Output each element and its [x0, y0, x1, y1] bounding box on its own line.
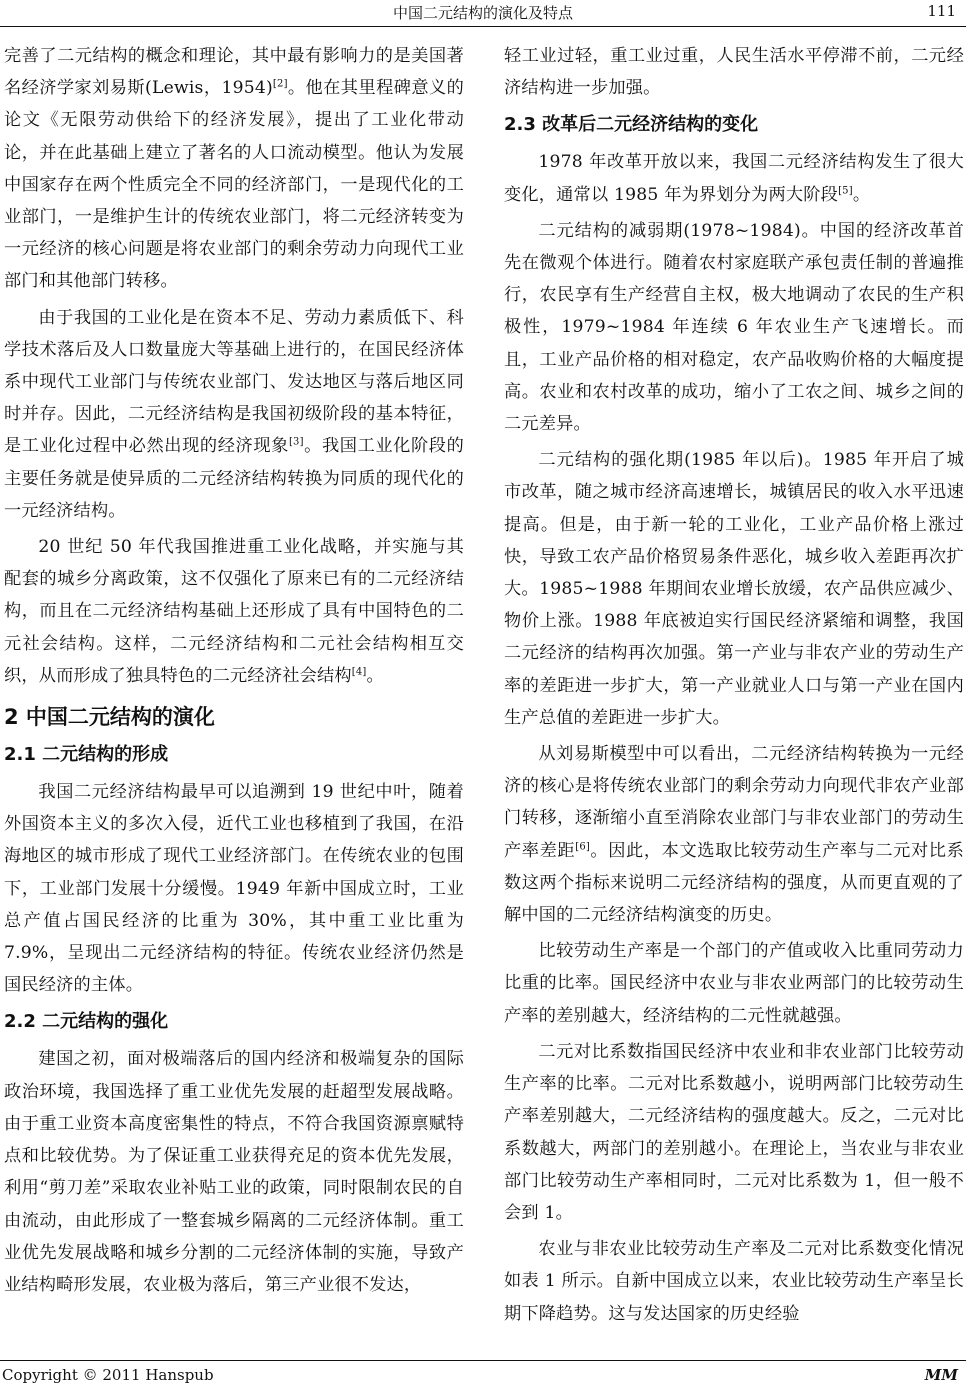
left-column	[4, 40, 464, 1305]
citation-ref[interactable]: [4]	[351, 666, 367, 678]
paragraph	[4, 302, 464, 527]
section-heading: 2 中国二元结构的演化	[4, 705, 215, 730]
page-footer	[0, 1360, 966, 1386]
paragraph-text: 。	[852, 184, 871, 205]
paragraph-text: 。	[366, 665, 384, 686]
journal-abbreviation: MM	[924, 1366, 958, 1384]
paragraph-text: 。因此，本文选取比较劳动生产率与二元对比系数这两个指标来说明二元经济结构的强度，从而更直观的了解中国的二元经济结构演变的历史。	[504, 840, 965, 926]
paragraph: 二元对比系数指国民经济中农业和非农业部门比较劳动生产率的比率。二元对比系数越小，说明两部门比较劳动生产率差别越大，二元经济结构的强度越大。反之，二元对比系数越大，两部门的差别越小。在理论上，当农业与非农业部门比较劳动生产率相同时，二元对比系数为 1，但一般不会到 1。	[504, 1041, 964, 1223]
paragraph	[504, 146, 964, 210]
paragraph-text: 由于我国的工业化是在资本不足、劳动力素质低下、科学技术落后及人口数量庞大等基础上进行的，在国民经济体系中现代工业部门与传统农业部门、发达地区与落后地区同时并存。因此，二元经济结构是我国初级阶段的基本特征，是工业化过程中必然出现的经济现象	[4, 307, 464, 457]
paragraph-text: 。他在其里程碑意义的论文《无限劳动供给下的经济发展》，提出了工业化带动论，并在此基础上建立了著名的人口流动模型。他认为发展中国家存在两个性质完全不同的经济部门，一是现代化的工业部门，一是维护生计的传统农业部门，将二元经济转变为一元经济的核心问题是将农业部门的剩余劳动力向现代工业部门和其他部门转移。	[4, 78, 464, 292]
citation-ref[interactable]: [6]	[575, 840, 591, 852]
paragraph-text: 1978 年改革开放以来，我国二元经济结构发生了很大变化，通常以 1985 年为界划分为两大阶段	[504, 152, 964, 205]
paragraph-text: 20 世纪 50 年代我国推进重工业化战略，并实施与其配套的城乡分离政策，这不仅强化了原来已有的二元经济结构，而且在二元经济结构基础上还形成了具有中国特色的二元社会结构。这样，二元经济结构和二元社会结构相互交织，从而形成了独具特色的二元经济社会结构	[4, 537, 464, 686]
paragraph-text: 从刘易斯模型中可以看出，二元经济结构转换为一元经济的核心是将传统农业部门的剩余劳动力向现代非农产业部门转移，逐渐缩小直至消除农业部门与非农业部门的劳动生产率差距	[504, 744, 964, 861]
paragraph	[4, 40, 464, 298]
paragraph: 比较劳动生产率是一个部门的产值或收入比重同劳动力比重的比率。国民经济中农业与非农业两部门的比较劳动生产率的差别越大，经济结构的二元性就越强。	[504, 941, 964, 1026]
right-column	[504, 40, 964, 1334]
copyright-notice: Copyright © 2011 Hanspub	[2, 1366, 214, 1384]
paragraph	[504, 738, 964, 931]
subsection-heading: 2.2 二元结构的强化	[4, 1011, 169, 1033]
paragraph	[4, 531, 464, 692]
subsection-heading: 2.3 改革后二元经济结构的变化	[504, 114, 759, 136]
paragraph: 建国之初，面对极端落后的国内经济和极端复杂的国际政治环境，我国选择了重工业优先发展的赶超型发展战略。由于重工业资本高度密集性的特点，不符合我国资源禀赋特点和比较优势。为了保证重工业获得充足的资本优先发展，利用“剪刀差”采取农业补贴工业的政策，同时限制农民的自由流动，由此形成了一整套城乡隔离的二元经济体制。重工业优先发展战略和城乡分割的二元经济体制的实施，导致产业结构畸形发展，农业极为落后，第三产业很不发达，	[4, 1049, 464, 1295]
citation-ref[interactable]: [5]	[838, 184, 853, 196]
header-rule	[0, 26, 966, 27]
subsection-heading: 2.1 二元结构的形成	[4, 744, 169, 766]
paragraph: 二元结构的减弱期(1978~1984)。中国的经济改革首先在微观个体进行。随着农村家庭联产承包责任制的普遍推行，农民享有生产经营自主权，极大地调动了农民的生产积极性，1979~1984 年连续 6 年农业生产飞速增长。而且，工业产品价格的相对稳定，农产品收购价格的大幅度提高。农业和农村改革的成功，缩小了工农之间、城乡之间的二元差异。	[504, 220, 964, 435]
citation-ref[interactable]: [3]	[288, 436, 304, 448]
page-header	[0, 0, 966, 28]
paragraph: 二元结构的强化期(1985 年以后)。1985 年开启了城市改革，随之城市经济高速增长，城镇居民的收入水平迅速提高。但是，由于新一轮的工业化，工业产品价格上涨过快，导致工农产品价格贸易条件恶化，城乡收入差距再次扩大。1985~1988 年期间农业增长放缓，农产品供应减少、物价上涨。1988 年底被迫实行国民经济紧缩和调整，我国二元经济的结构再次加强。第一产业与非农产业的劳动生产率的差距进一步扩大，第一产业就业人口与第一产业在国内生产总值的差距进一步扩大。	[504, 450, 964, 728]
page-number: 111	[927, 2, 956, 20]
paragraph: 轻工业过轻，重工业过重，人民生活水平停滞不前，二元经济结构进一步加强。	[504, 46, 964, 99]
paragraph-text: 完善了二元结构的概念和理论，其中最有影响力的是美国著名经济学家刘易斯(Lewis，1954)	[4, 46, 464, 99]
paragraph-text: 。我国工业化阶段的主要任务就是使异质的二元经济结构转换为同质的现代化的一元经济结构。	[4, 436, 464, 521]
paragraph: 我国二元经济结构最早可以追溯到 19 世纪中叶，随着外国资本主义的多次入侵，近代工业也移植到了我国，在沿海地区的城市形成了现代工业经济部门。在传统农业的包围下，工业部门发展十分缓慢。1949 年新中国成立时，工业总产值占国民经济的比重为 30%，其中重工业比重为 7.9%，呈现出二元经济结构的特征。传统农业经济仍然是国民经济的主体。	[4, 782, 464, 996]
running-title: 中国二元结构的演化及特点	[392, 4, 573, 22]
paragraph: 农业与非农业比较劳动生产率及二元对比系数变化情况如表 1 所示。自新中国成立以来，农业比较劳动生产率呈长期下降趋势。这与发达国家的历史经验	[504, 1239, 964, 1324]
footer-rule	[0, 1360, 966, 1361]
citation-ref[interactable]: [2]	[272, 78, 288, 90]
